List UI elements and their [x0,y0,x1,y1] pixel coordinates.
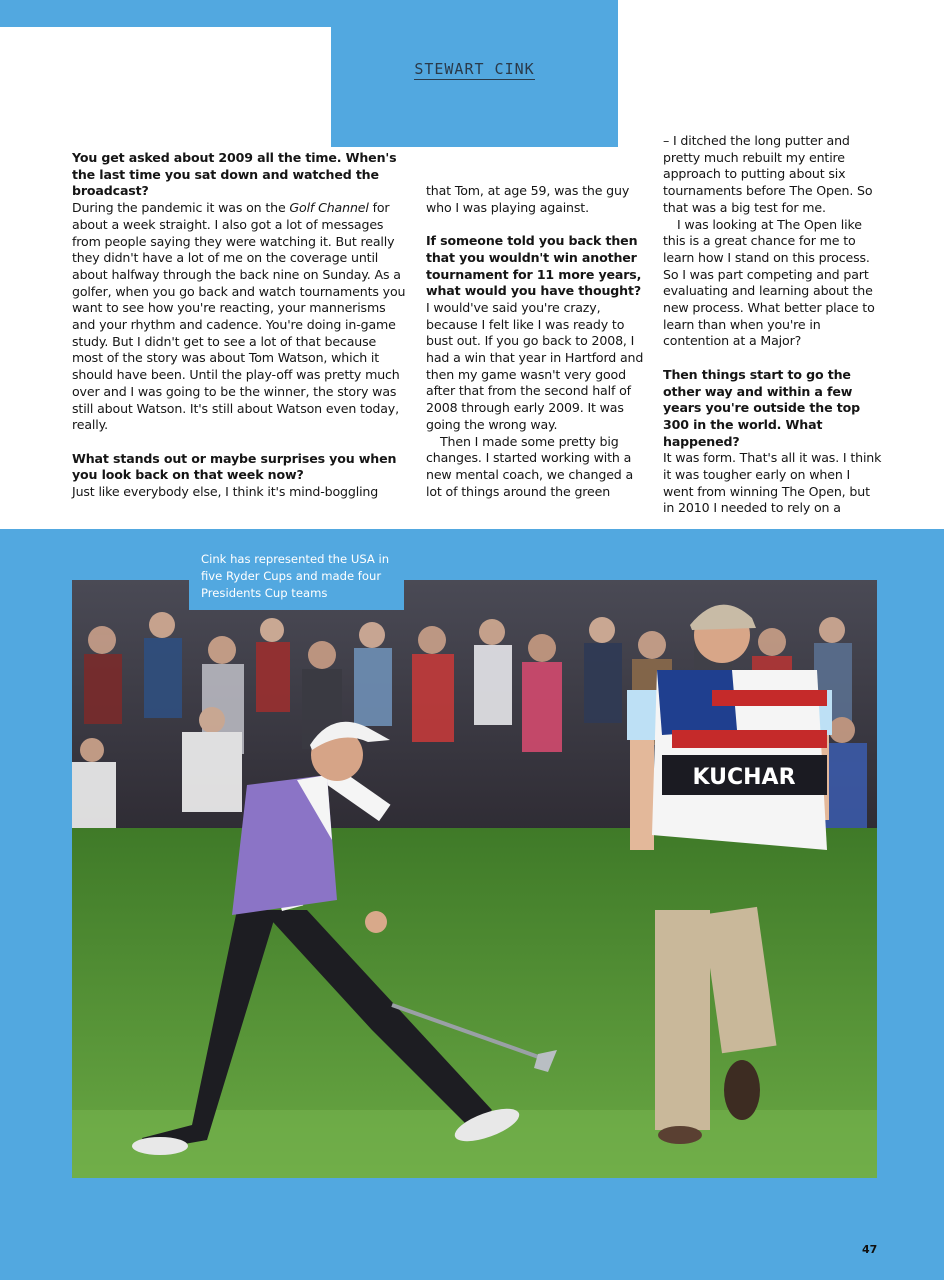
answer-paragraph: I would've said you're crazy, because I felt like I was ready to bust out. If you go back to 2008, I had a win that year in Hartford and then my game wasn't very good after that from the second half of 2008 through early 2009. It was going the wrong way. [426,299,644,432]
page-header-name: STEWART CINK [414,60,535,78]
question-heading: What stands out or maybe surprises you when you look back on that week now? [72,450,397,483]
photo-illustration [72,580,877,1178]
text-column-2 [426,183,652,500]
answer-paragraph: During the pandemic it was on the Golf Channel for about a week straight. I also got a lot of messages from people saying they were watching it. But really they didn't have a lot of me on the coverage until about halfway through the back nine on Sunday. As a golfer, when you go back and watch tournaments you want to see how you're reacting, your mannerisms and your rhythm and cadence. You're doing in-game study. But I didn't get to see a lot of that because most of the story was about Tom Watson, which it should have been. Until the play-off was pretty much over and I was going to be the winner, the story was still about Watson. It's still about Watson even today, really. [72,200,406,433]
answer-paragraph: that Tom, at age 59, was the guy who I was playing against. [426,183,630,215]
text-column-3 [663,133,883,517]
golf-celebration-photo [72,580,877,1178]
question-heading: If someone told you back then that you wouldn't win another tournament for 11 more years, what would you have thought? [426,233,642,299]
answer-paragraph: It was form. That's all it was. I think it was tougher early on when I went from winning The Open, but in 2010 I needed to rely on a [663,450,882,516]
answer-paragraph: Then I made some pretty big changes. I started working with a new mental coach, we changed a lot of things around the green [426,433,634,499]
top-color-strip [0,0,618,27]
page-number: 47 [862,1243,878,1256]
photo-caption: Cink has represented the USA in five Ryder Cups and made four Presidents Cup teams [189,547,404,610]
question-heading: You get asked about 2009 all the time. When's the last time you sat down and watched the broadcast? [72,150,397,199]
answer-paragraph: – I ditched the long putter and pretty much rebuilt my entire approach to putting about six tournaments before The Open. So that was a big test for me. [663,133,873,215]
text-column-1 [72,150,410,501]
question-heading: Then things start to go the other way and within a few years you're outside the top 300 in the world. What happened? [663,366,860,449]
answer-paragraph: I was looking at The Open like this is a great chance for me to learn how I stand on this process. So I was part competing and part evaluating and learning about the new process. What better place to learn than when you're in contention at a Major? [663,216,875,349]
answer-paragraph: Just like everybody else, I think it's mind-boggling [72,484,379,500]
header-color-block [331,27,618,147]
caddie-bib-text: KUCHAR [692,765,796,790]
